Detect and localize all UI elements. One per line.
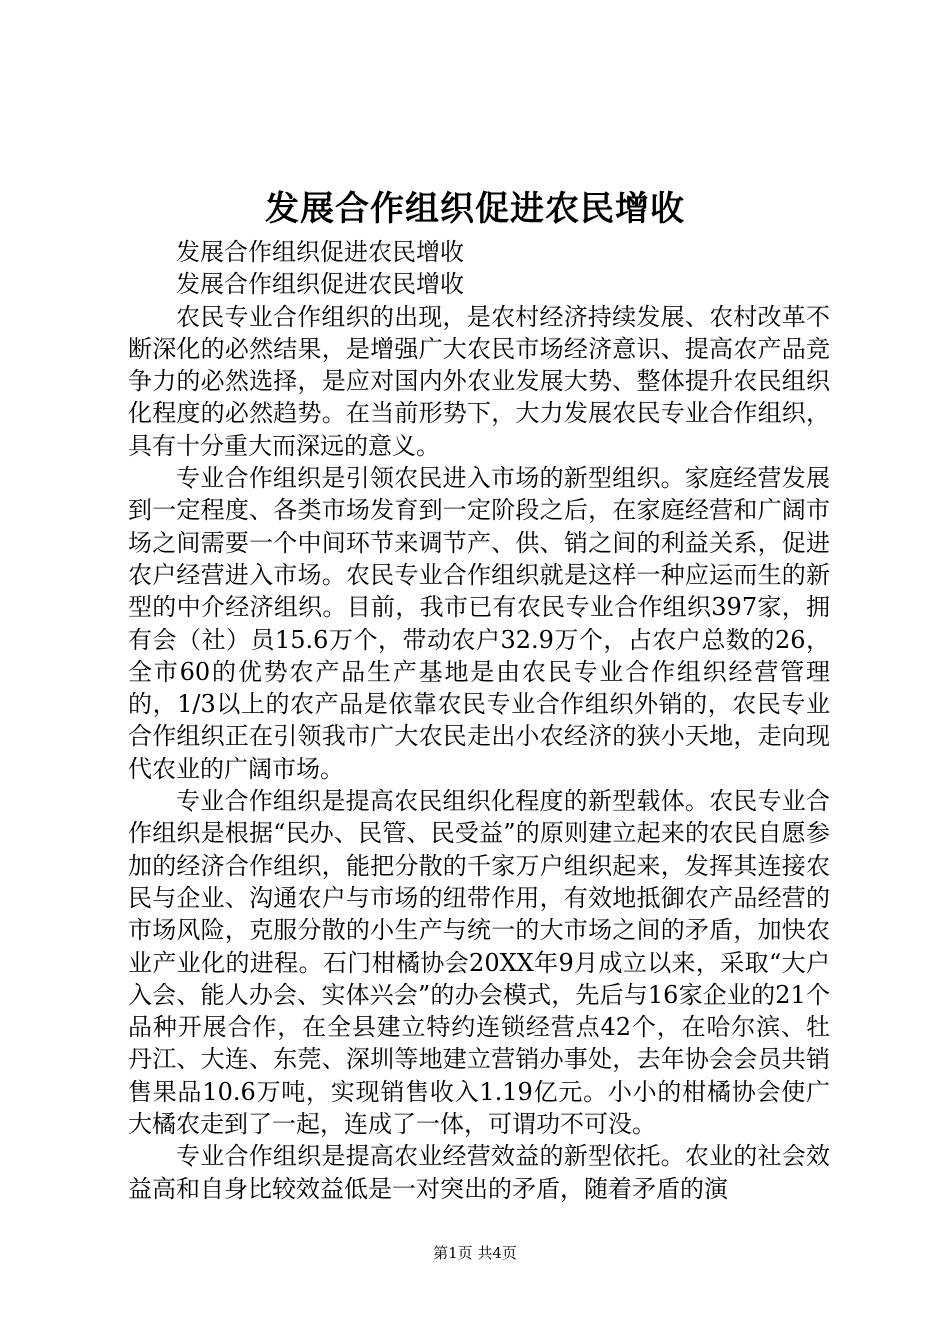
page-number-footer: 第1页 共4页 [433, 1244, 517, 1262]
body-paragraph: 发展合作组织促进农民增收 [176, 238, 464, 266]
body-paragraph: 农民专业合作组织的出现，是农村经济持续发展、农村改革不断深化的必然结果，是增强广大农民市场经济意识、提高农产品竞争力的必然选择，是应对国内外农业发展大势、整体提升农民组织化程度的必然趋势。在当前形势下，大力发展农民专业合作组织，具有十分重大而深远的意义。 [128, 302, 830, 460]
document-body [128, 236, 830, 1205]
body-paragraph: 专业合作组织是提高农业经营效益的新型依托。农业的社会效益高和自身比较效益低是一对突出的矛盾，随着矛盾的演 [128, 1142, 830, 1203]
body-paragraph: 发展合作组织促进农民增收 [176, 270, 464, 299]
body-paragraph: 专业合作组织是引领农民进入市场的新型组织。家庭经营发展到一定程度、各类市场发育到一定阶段之后，在家庭经营和广阔市场之间需要一个中间环节来调节产、供、销之间的利益关系，促进农户经营进入市场。农民专业合作组织就是这样一种应运而生的新型的中介经济组织。目前，我市已有农民专业合作组织397家，拥有会（社）员15.6万个，带动农户32.9万个，占农户总数的26，全市60的优势农产品生产基地是由农民专业合作组织经营管理的，1/3以上的农产品是依靠农民专业合作组织外销的，农民专业合作组织正在引领我市广大农民走出小农经济的狭小天地，走向现代农业的广阔市场。 [128, 464, 830, 783]
body-paragraph: 专业合作组织是提高农民组织化程度的新型载体。农民专业合作组织是根据“民办、民管、民受益”的原则建立起来的农民自愿参加的经济合作组织，能把分散的千家万户组织起来，发挥其连接农民与企业、沟通农户与市场的纽带作用，有效地抵御农产品经营的市场风险，克服分散的小生产与统一的大市场之间的矛盾，加快农业产业化的进程。石门柑橘协会20XX年9月成立以来，采取“大户入会、能人办会、实体兴会”的办会模式，先后与16家企业的21个品种开展合作，在全县建立特约连锁经营点42个，在哈尔滨、牡丹江、大连、东莞、深圳等地建立营销办事处，去年协会会员共销售果品10.6万吨，实现销售收入1.19亿元。小小的柑橘协会使广大橘农走到了一起，连成了一体，可谓功不可没。 [128, 787, 830, 1139]
document-title: 发展合作组织促进农民增收 [265, 189, 685, 229]
